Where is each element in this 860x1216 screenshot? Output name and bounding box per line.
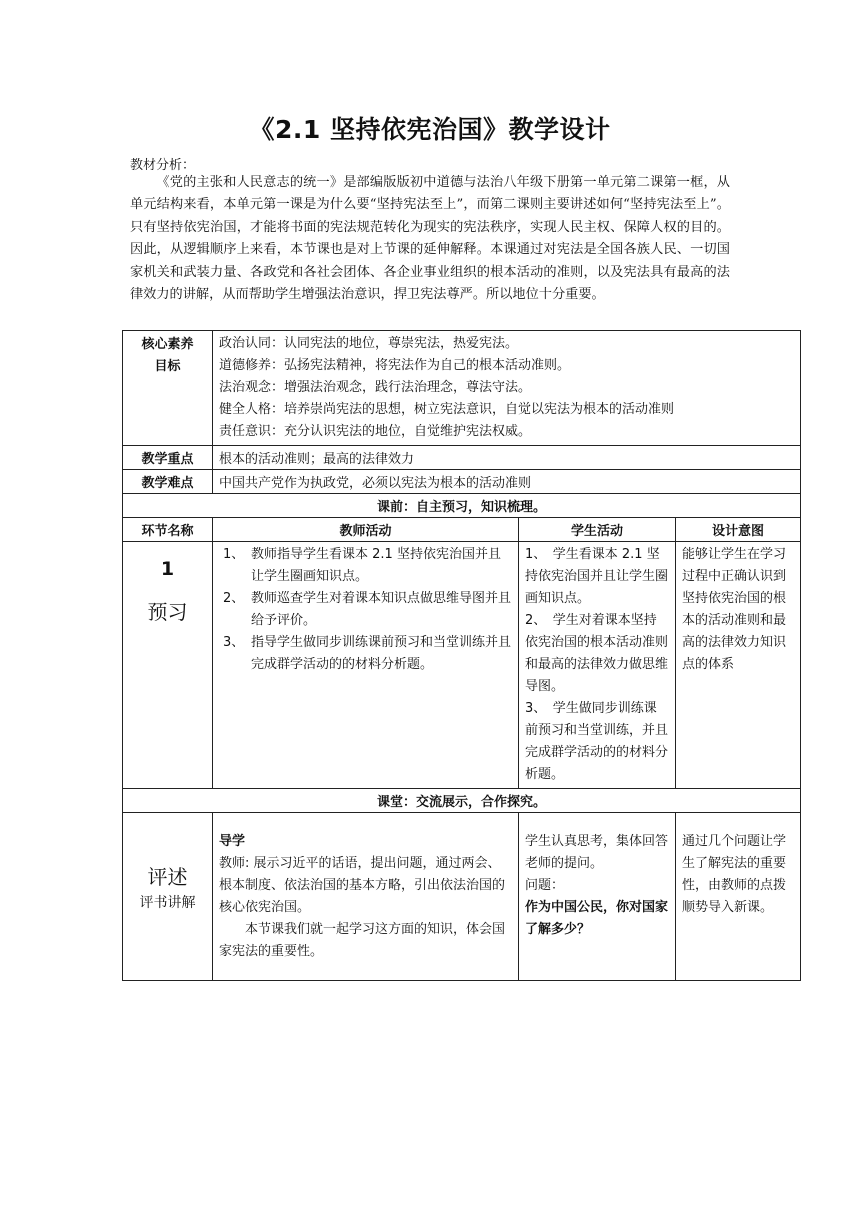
goals-label-cell	[123, 331, 213, 446]
key-point-label: 教学重点	[123, 446, 213, 470]
header-teacher: 教师活动	[213, 518, 519, 542]
difficulty-row	[123, 470, 801, 494]
list-item: 1、 学生看课本 2.1 坚持依宪治国并且让学生圈画知识点。	[525, 547, 669, 606]
review-intent-cell	[676, 813, 801, 981]
difficulty-label: 教学难点	[123, 470, 213, 494]
review-sub: 评书讲解	[139, 895, 196, 911]
review-teacher-p1: 教师: 展示习近平的话语，提出问题，通过两会、根本制度、依法治国的基本方略，引出依法治国的核心依宪治国。	[219, 856, 506, 915]
header-intent: 设计意图	[676, 518, 801, 542]
review-student-cell	[519, 813, 676, 981]
goal-line: 责任意识：充分认识宪法的地位，自觉维护宪法权威。	[219, 424, 532, 439]
header-student: 学生活动	[519, 518, 676, 542]
list-item: 3、 学生做同步训练课前预习和当堂训练，并且完成群学活动的的材料分析题。	[525, 701, 669, 782]
goals-row	[123, 331, 801, 446]
review-teacher-cell	[213, 813, 519, 981]
review-intent-text: 通过几个问题让学生了解宪法的重要性，由教师的点拨顺势导入新课。	[682, 834, 787, 915]
review-row	[123, 813, 801, 981]
goals-label-2: 目标	[154, 359, 181, 374]
column-header-row	[123, 518, 801, 542]
preview-name: 预习	[147, 600, 188, 624]
in-class-row	[123, 789, 801, 813]
preview-student-cell	[519, 542, 676, 789]
key-point-row	[123, 446, 801, 470]
preview-intent-text: 能够让学生在学习过程中正确认识到坚持依宪治国的根本的活动准则和最高的法律效力知识点的体系	[682, 547, 787, 672]
goals-content-cell	[213, 331, 801, 446]
goals-label-1: 核心素养	[141, 337, 194, 352]
preview-intent-cell	[676, 542, 801, 789]
review-teacher-p2: 本节课我们就一起学习这方面的知识，体会国家宪法的重要性。	[219, 922, 506, 959]
list-item: 1、 教师指导学生看课本 2.1 坚持依宪治国并且让学生圈画知识点。	[223, 547, 501, 584]
review-student-p1: 学生认真思考，集体回答老师的提问。	[525, 834, 669, 871]
pre-class-heading: 课前：自主预习，知识梳理。	[123, 494, 801, 518]
in-class-heading: 课堂：交流展示，合作探究。	[123, 789, 801, 813]
key-point-text: 根本的活动准则；最高的法律效力	[213, 446, 801, 470]
preview-student-list	[525, 544, 669, 786]
difficulty-text: 中国共产党作为执政党，必须以宪法为根本的活动准则	[213, 470, 801, 494]
document-title: 《2.1 坚持依宪治国》教学设计	[249, 115, 611, 144]
pre-class-row	[123, 494, 801, 518]
review-stage-cell	[123, 813, 213, 981]
goal-line: 法治观念：增强法治观念，践行法治理念，尊法守法。	[219, 380, 532, 395]
preview-teacher-cell	[213, 542, 519, 789]
header-stage: 环节名称	[123, 518, 213, 542]
list-item: 3、 指导学生做同步训练课前预习和当堂训练并且完成群学活动的的材料分析题。	[223, 635, 512, 672]
review-question: 作为中国公民，你对国家了解多少？	[525, 900, 669, 937]
list-item: 2、 学生对着课本坚持依宪治国的根本活动准则和最高的法律效力做思维导图。	[525, 613, 669, 694]
review-teacher-heading: 导学	[219, 834, 246, 849]
analysis-text-block	[130, 172, 730, 306]
preview-stage-cell	[123, 542, 213, 789]
analysis-paragraph: 《党的主张和人民意志的统一》是部编版版初中道德与法治八年级下册第一单元第二课第一框，从单元结构来看，本单元第一课是为什么要“坚持宪法至上”，而第二课则主要讲述如何“坚持宪法至上”。只有坚持依宪治国，才能将书面的宪法规范转化为现实的宪法秩序，实现人民主权、保障人权的目的。因此，从逻辑顺序上来看，本节课也是对上节课的延伸解释。本课通过对宪法是全国各族人民、一切国家机关和武装力量、各政党和各社会团体、各企业事业组织的根本活动的准则，以及宪法具有最高的法律效力的讲解，从而帮助学生增强法治意识，捍卫宪法尊严。所以地位十分重要。	[130, 175, 730, 303]
goal-line: 道德修养：弘扬宪法精神，将宪法作为自己的根本活动准则。	[219, 358, 571, 373]
preview-row	[123, 542, 801, 789]
list-item: 2、 教师巡查学生对着课本知识点做思维导图并且给予评价。	[223, 591, 512, 628]
lesson-plan-table	[122, 330, 801, 981]
preview-teacher-list	[223, 544, 512, 676]
review-question-label: 问题：	[525, 878, 565, 893]
goal-line: 健全人格：培养崇尚宪法的思想，树立宪法意识，自觉以宪法为根本的活动准则	[219, 402, 675, 417]
goal-line: 政治认同：认同宪法的地位，尊崇宪法，热爱宪法。	[219, 336, 519, 351]
analysis-label: 教材分析：	[130, 158, 196, 173]
review-name: 评述	[147, 865, 188, 889]
preview-number: 1	[160, 558, 175, 580]
